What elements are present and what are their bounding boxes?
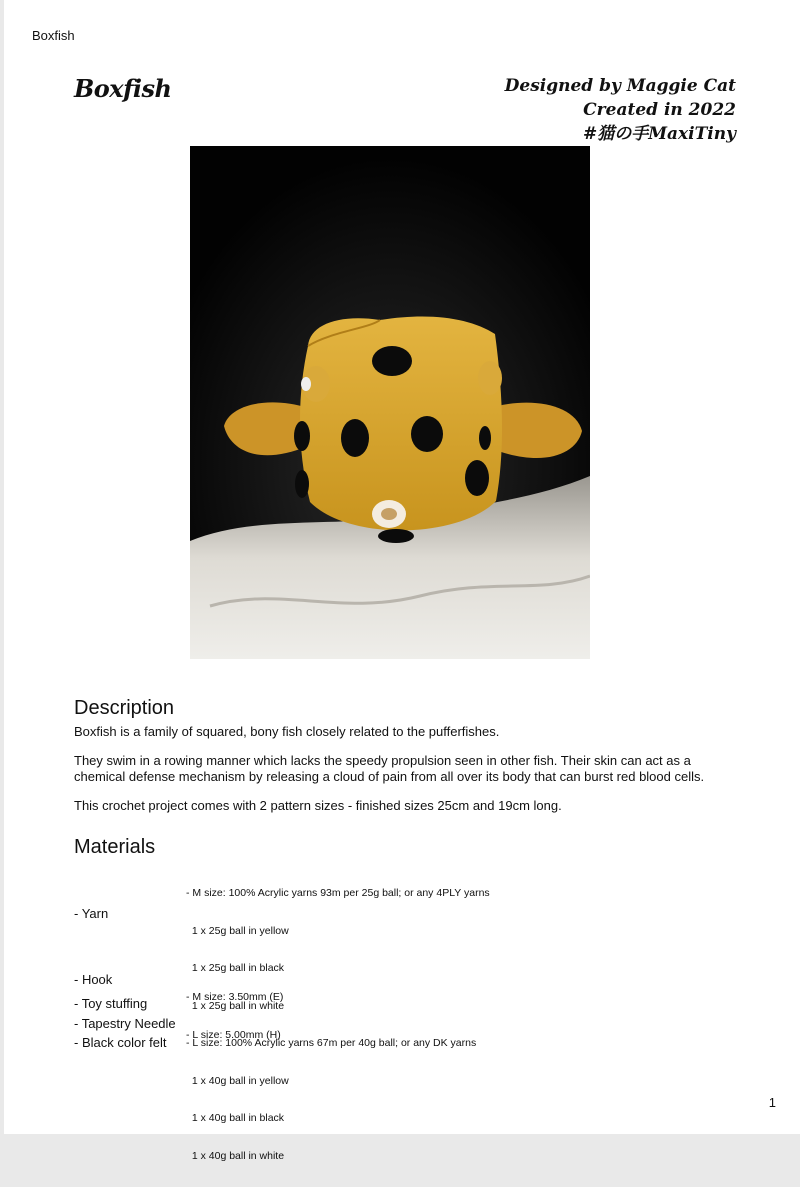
designer-credit: Designed by Maggie Cat bbox=[504, 76, 736, 96]
description-paragraph: Boxfish is a family of squared, bony fish closely related to the pufferfishes. bbox=[74, 724, 500, 739]
yarn-line: - L size: 100% Acrylic yarns 67m per 40g ball; or any DK yarns bbox=[186, 1037, 477, 1049]
pattern-title: Boxfish bbox=[74, 74, 172, 103]
hook-details bbox=[186, 966, 283, 1066]
description-paragraph: They swim in a rowing manner which lacks the speedy propulsion seen in other fish. Their skin can act as a chemical defense mechanism by releasing a cloud of pain from all over its body that can burst red blood cells. bbox=[74, 753, 705, 784]
yarn-line: 1 x 25g ball in white bbox=[186, 999, 285, 1012]
credits-block bbox=[505, 74, 736, 146]
crochet-boxfish-photo bbox=[190, 146, 590, 659]
page-number: 1 bbox=[768, 1095, 776, 1110]
yarn-line: 1 x 40g ball in white bbox=[186, 1149, 285, 1162]
hook-label: - Hook bbox=[74, 972, 113, 987]
yarn-label: - Yarn bbox=[74, 906, 109, 921]
hashtag: #猫の手MaxiTiny bbox=[582, 124, 736, 144]
yarn-line: 1 x 40g ball in black bbox=[186, 1112, 285, 1124]
yarn-line: 1 x 40g ball in yellow bbox=[186, 1074, 289, 1087]
hook-line: - L size: 5.00mm (H) bbox=[186, 1028, 281, 1041]
yarn-line: - M size: 100% Acrylic yarns 93m per 25g ball; or any 4PLY yarns bbox=[186, 887, 490, 899]
material-item: - Tapestry Needle bbox=[74, 1016, 176, 1031]
created-year: Created in 2022 bbox=[583, 100, 736, 120]
running-header: Boxfish bbox=[32, 28, 75, 43]
material-item: - Black color felt bbox=[74, 1035, 167, 1050]
document-page bbox=[4, 0, 800, 1162]
materials-heading: Materials bbox=[74, 836, 156, 858]
hook-line: - M size: 3.50mm (E) bbox=[186, 991, 284, 1003]
yarn-line: 1 x 25g ball in yellow bbox=[186, 924, 289, 937]
description-heading: Description bbox=[74, 697, 175, 719]
yarn-line: 1 x 25g ball in black bbox=[186, 962, 285, 974]
description-paragraph: This crochet project comes with 2 pattern sizes - finished sizes 25cm and 19cm long. bbox=[74, 798, 562, 813]
material-item: - Toy stuffing bbox=[74, 996, 148, 1011]
